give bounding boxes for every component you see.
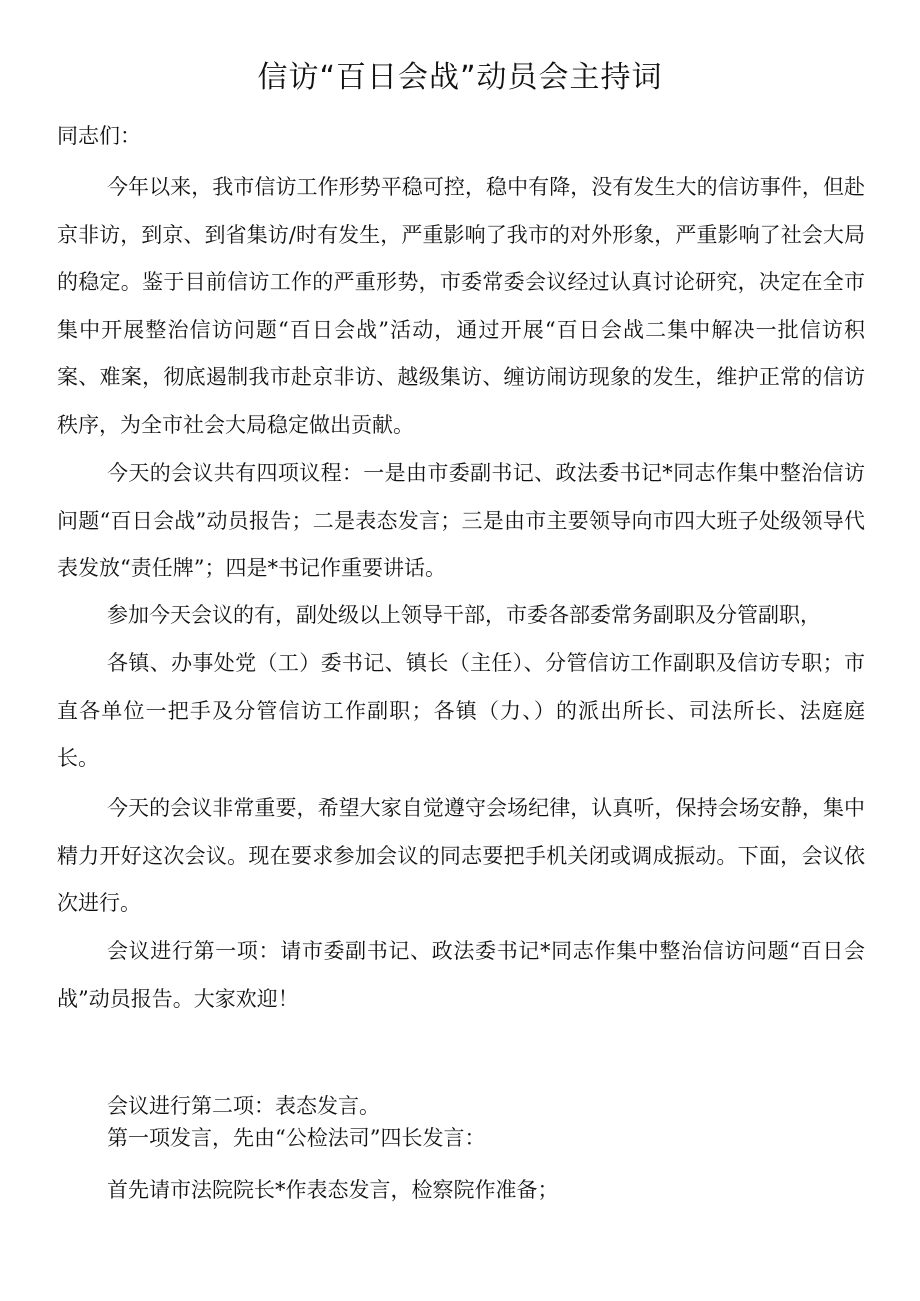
paragraph-item-one: 会议进行第一项：请市委副书记、政法委书记*同志作集中整治信访问题“百日会战”动员报告。大家欢迎！: [57, 939, 865, 1011]
paragraph-intro: 今年以来，我市信访工作形势平稳可控，稳中有降，没有发生大的信访事件，但赴京非访，到京、到省集访/时有发生，严重影响了我市的对外形象，严重影响了社会大局的稳定。鉴于目前信访工作的严重形势，市委常委会议经过认真讨论研究，决定在全市集中开展整治信访问题“百日会战”活动，通过开展“百日会战二集中解决一批信访积案、难案，彻底遏制我市赴京非访、越级集访、缠访闹访现象的发生，维护正常的信访秩序，为全市社会大局稳定做出贡献。: [57, 175, 865, 437]
document-title: 信访“百日会战”动员会主持词: [257, 60, 663, 95]
line-first-speech: 第一项发言，先由“公检法司”四长发言：: [107, 1126, 486, 1150]
paragraph-agenda: 今天的会议共有四项议程：一是由市委副书记、政法委书记*同志作集中整治信访问题“百日会战”动员报告；二是表态发言；三是由市主要领导向市四大班子处级领导代表发放“责任牌”；四是*书记作重要讲话。: [57, 461, 865, 581]
paragraph-attendees: 参加今天会议的有，副处级以上领导干部，市委各部委常务副职及分管副职，: [107, 603, 821, 627]
paragraph-discipline: 今天的会议非常重要，希望大家自觉遵守会场纪律，认真听，保持会场安静，集中精力开好这次会议。现在要求参加会议的同志要把手机关闭或调成振动。下面，会议依次进行。: [57, 796, 865, 916]
paragraph-attendees-continued: 各镇、办事处党（工）委书记、镇长（主任）、分管信访工作副职及信访专职；市直各单位一把手及分管信访工作副职；各镇（力、）的派出所长、司法所长、法庭庭长。: [57, 651, 865, 771]
salutation: 同志们：: [57, 124, 141, 148]
line-court-speech: 首先请市法院院长*作表态发言，检察院作准备；: [107, 1178, 559, 1202]
line-item-two: 会议进行第二项：表态发言。: [107, 1094, 380, 1118]
